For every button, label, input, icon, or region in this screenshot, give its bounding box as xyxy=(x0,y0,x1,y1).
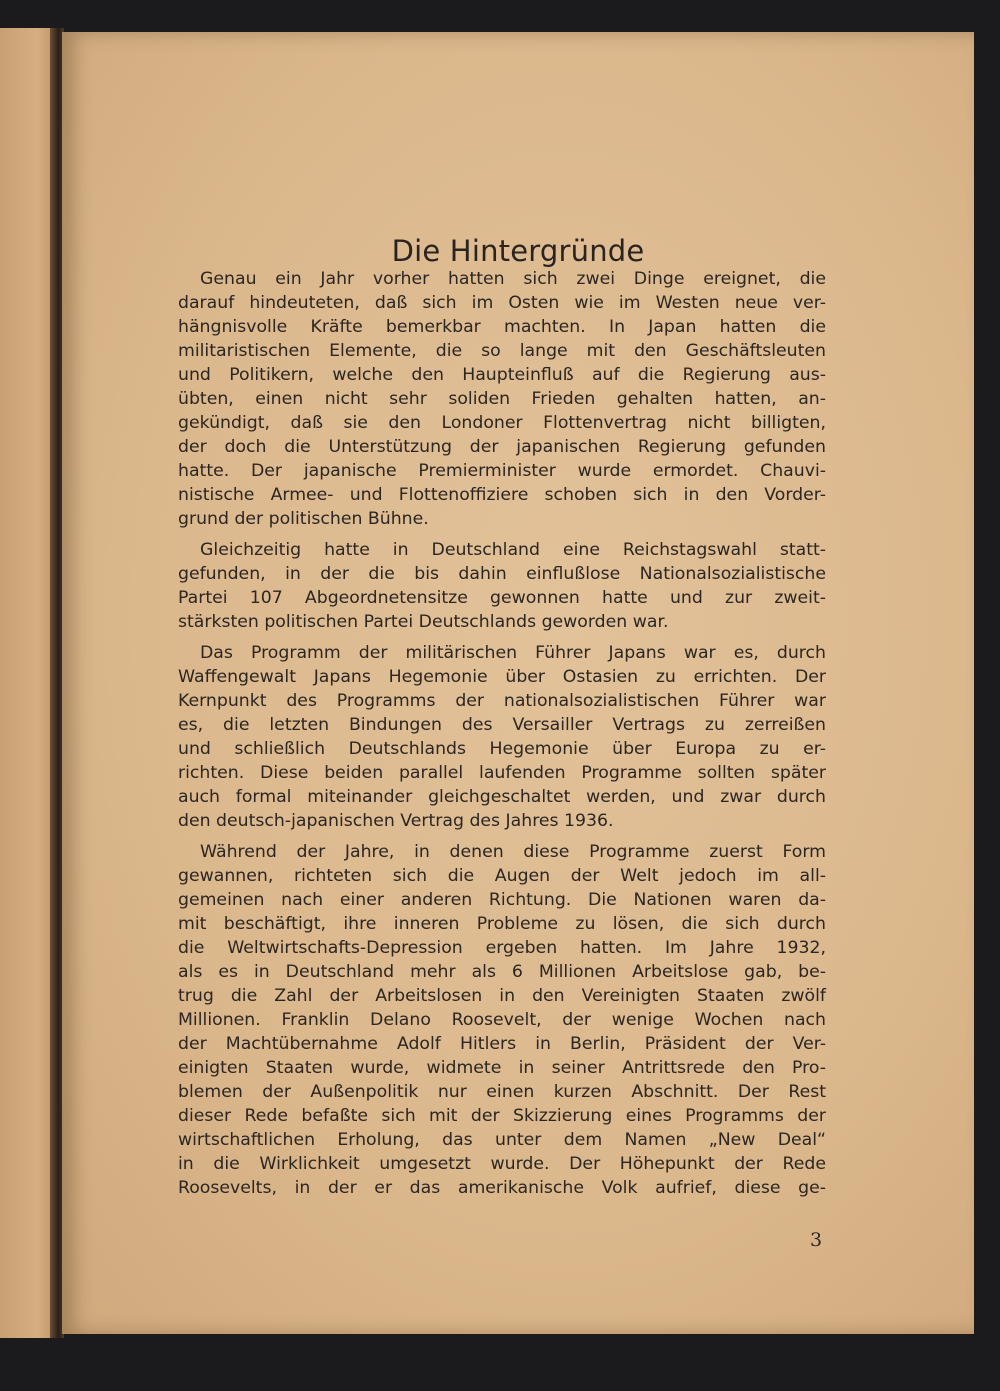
text-line: dieser Rede befaßte sich mit der Skizzierung eines Programms der xyxy=(178,1106,826,1126)
text-line: gemeinen nach einer anderen Richtung. Die Nationen waren da- xyxy=(178,890,826,910)
text-line: gefunden, in der die bis dahin einflußlose Nationalsozialistische xyxy=(178,564,826,584)
text-line: blemen der Außenpolitik nur einen kurzen Abschnitt. Der Rest xyxy=(178,1082,826,1102)
text-line: als es in Deutschland mehr als 6 Millionen Arbeitslose gab, be- xyxy=(178,962,826,982)
text-line: es, die letzten Bindungen des Versailler Vertrags zu zerreißen xyxy=(178,715,826,735)
text-line: übten, einen nicht sehr soliden Frieden gehalten hatten, an- xyxy=(178,389,826,409)
text-line: Genau ein Jahr vorher hatten sich zwei Dinge ereignet, die xyxy=(200,269,826,289)
text-line: hatte. Der japanische Premierminister wurde ermordet. Chauvi- xyxy=(178,461,826,481)
text-line: Das Programm der militärischen Führer Japans war es, durch xyxy=(200,643,826,663)
text-line: Gleichzeitig hatte in Deutschland eine Reichstagswahl statt- xyxy=(200,540,826,560)
text-line: Waffengewalt Japans Hegemonie über Ostasien zu errichten. Der xyxy=(178,667,826,687)
text-line: den deutsch-japanischen Vertrag des Jahres 1936. xyxy=(178,811,614,831)
text-line: stärksten politischen Partei Deutschlands geworden war. xyxy=(178,612,669,632)
text-line: Roosevelts, in der er das amerikanische Volk aufrief, diese ge- xyxy=(178,1178,826,1198)
book-page xyxy=(62,32,974,1334)
text-line: militaristischen Elemente, die so lange mit den Geschäftsleuten xyxy=(178,341,826,361)
text-line: wirtschaftlichen Erholung, das unter dem Namen „New Deal“ xyxy=(178,1130,826,1150)
paragraph xyxy=(178,840,826,1200)
text-line: der Machtübernahme Adolf Hitlers in Berlin, Präsident der Ver- xyxy=(178,1034,826,1054)
paragraph xyxy=(178,538,826,634)
text-line: einigten Staaten wurde, widmete in seiner Antrittsrede den Pro- xyxy=(178,1058,826,1078)
text-line: mit beschäftigt, ihre inneren Probleme zu lösen, die sich durch xyxy=(178,914,826,934)
paragraph xyxy=(178,641,826,833)
page-number: 3 xyxy=(810,1229,823,1251)
text-line: und schließlich Deutschlands Hegemonie über Europa zu er- xyxy=(178,739,826,759)
text-line: und Politikern, welche den Haupteinfluß auf die Regierung aus- xyxy=(178,365,826,385)
text-line: Während der Jahre, in denen diese Programme zuerst Form xyxy=(200,842,826,862)
text-line: richten. Diese beiden parallel laufenden Programme sollten später xyxy=(178,763,826,783)
text-line: hängnisvolle Kräfte bemerkbar machten. In Japan hatten die xyxy=(178,317,826,337)
chapter-title: Die Hintergründe xyxy=(391,234,645,269)
text-line: grund der politischen Bühne. xyxy=(178,509,429,529)
text-line: auch formal miteinander gleichgeschaltet werden, und zwar durch xyxy=(178,787,826,807)
text-line: gekündigt, daß sie den Londoner Flottenvertrag nicht billigten, xyxy=(178,413,826,433)
text-line: gewannen, richteten sich die Augen der Welt jedoch im all- xyxy=(178,866,826,886)
text-line: trug die Zahl der Arbeitslosen in den Vereinigten Staaten zwölf xyxy=(178,986,826,1006)
text-line: der doch die Unterstützung der japanischen Regierung gefunden xyxy=(178,437,826,457)
text-line: die Weltwirtschafts-Depression ergeben hatten. Im Jahre 1932, xyxy=(178,938,826,958)
text-line: nistische Armee- und Flottenoffiziere schoben sich in den Vorder- xyxy=(178,485,826,505)
text-line: Millionen. Franklin Delano Roosevelt, der wenige Wochen nach xyxy=(178,1010,826,1030)
text-line: Partei 107 Abgeordnetensitze gewonnen hatte und zur zweit- xyxy=(178,588,826,608)
text-line: darauf hindeuteten, daß sich im Osten wie im Westen neue ver- xyxy=(178,293,826,313)
paragraph xyxy=(178,267,826,531)
body-text xyxy=(178,267,826,1207)
text-line: in die Wirklichkeit umgesetzt wurde. Der Höhepunkt der Rede xyxy=(178,1154,826,1174)
text-line: Kernpunkt des Programms der nationalsozialistischen Führer war xyxy=(178,691,826,711)
